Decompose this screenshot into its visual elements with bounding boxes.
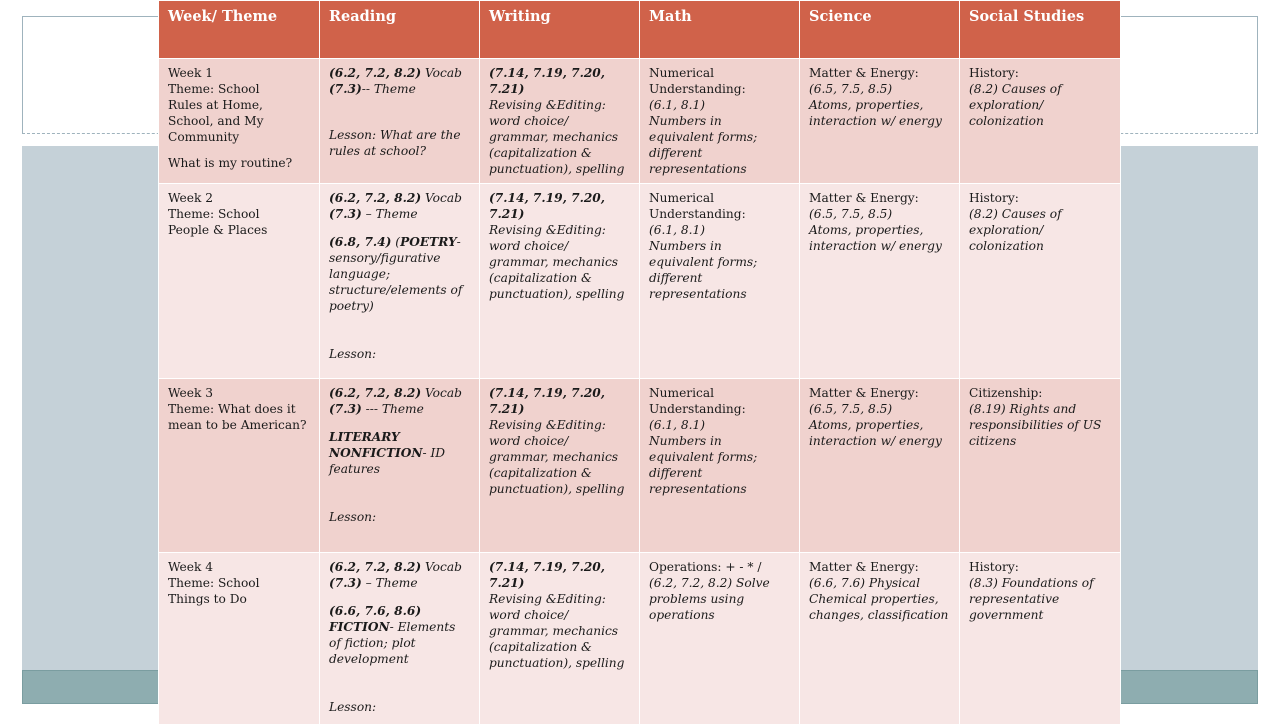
social-topic: History: (969, 191, 1019, 205)
table-row-week-1 (159, 59, 1121, 184)
math-cell (640, 184, 800, 379)
social-studies-cell (960, 59, 1121, 184)
math-topic: Numerical Understanding: (649, 191, 746, 221)
header-math: Math (640, 1, 800, 59)
writing-standard: (7.14, 7.19, 7.20, 7.21) (489, 386, 606, 416)
header-week-theme: Week/ Theme (159, 1, 320, 59)
science-standard: (6.5, 7.5, 8.5) (809, 207, 893, 221)
science-cell (800, 379, 960, 553)
table-row-week-4 (159, 553, 1121, 725)
reading-lesson: Lesson: (329, 700, 377, 714)
week-label: Week 4 (168, 560, 213, 574)
social-topic: Citizenship: (969, 386, 1043, 400)
header-social-studies: Social Studies (960, 1, 1121, 59)
math-description: (6.2, 7.2, 8.2) Solve problems using operations (649, 576, 770, 622)
science-description: Atoms, properties, interaction w/ energy (809, 418, 942, 448)
week-theme-cell (159, 379, 320, 553)
math-topic: Numerical Understanding: (649, 66, 746, 96)
header-writing: Writing (480, 1, 640, 59)
table-row-week-3 (159, 379, 1121, 553)
science-topic: Matter & Energy: (809, 386, 919, 400)
science-cell (800, 553, 960, 725)
science-topic: Matter & Energy: (809, 66, 919, 80)
week-theme: Theme: School (168, 82, 260, 96)
reading-cell (320, 553, 480, 725)
reading-genre: FICTION (329, 620, 390, 634)
writing-standard: (7.14, 7.19, 7.20, 7.21) (489, 560, 606, 590)
table-row-week-2 (159, 184, 1121, 379)
math-topic: Operations: + - * / (649, 560, 762, 574)
math-standard: (6.1, 8.1) (649, 223, 706, 237)
math-cell (640, 379, 800, 553)
reading-genre-description: - Elements of fiction; plot development (329, 620, 456, 666)
science-description: (6.6, 7.6) Physical Chemical properties, changes, classification (809, 576, 949, 622)
reading-vocab: Vocab (421, 191, 462, 205)
writing-text: Revising &Editing: word choice/ grammar, mechanics (capitalization & punctuation), spelling (489, 223, 625, 301)
header-science: Science (800, 1, 960, 59)
writing-text: Revising &Editing: word choice/ grammar, mechanics (capitalization & punctuation), spelling (489, 418, 625, 496)
reading-vocab: Vocab (421, 386, 462, 400)
social-topic: History: (969, 560, 1019, 574)
math-description: Numbers in equivalent forms; different representations (649, 239, 758, 301)
reading-standard: (6.2, 7.2, 8.2) (329, 386, 422, 400)
math-cell (640, 59, 800, 184)
writing-cell (480, 184, 640, 379)
week-question: What is my routine? (168, 156, 293, 170)
reading-theme: -- Theme (361, 82, 416, 96)
reading-vocab: Vocab (421, 66, 462, 80)
week-label: Week 1 (168, 66, 213, 80)
science-standard: (6.5, 7.5, 8.5) (809, 82, 893, 96)
week-theme-cell (159, 59, 320, 184)
week-theme: Theme: School (168, 576, 260, 590)
social-studies-cell (960, 379, 1121, 553)
week-theme: Theme: What does it mean to be American? (168, 402, 307, 432)
week-theme-cell (159, 184, 320, 379)
reading-cell (320, 379, 480, 553)
social-description: (8.2) Causes of exploration/ colonization (969, 82, 1062, 128)
reading-standard: (6.2, 7.2, 8.2) (329, 191, 422, 205)
writing-cell (480, 379, 640, 553)
writing-standard: (7.14, 7.19, 7.20, 7.21) (489, 66, 606, 96)
reading-standard-2: (7.3) (329, 207, 362, 221)
week-label: Week 3 (168, 386, 213, 400)
social-studies-cell (960, 553, 1121, 725)
social-description: (8.3) Foundations of representative government (969, 576, 1094, 622)
week-subtheme: People & Places (168, 223, 268, 237)
writing-cell (480, 59, 640, 184)
reading-cell: (6.2, 7.2, 8.2) Vocab (7.3) – Theme (6.8, 7.4) (POETRY- sensory/figurative language; structure/elements of poetry) Lesson: (320, 184, 480, 379)
science-description: Atoms, properties, interaction w/ energy (809, 98, 942, 128)
math-cell (640, 553, 800, 725)
writing-standard: (7.14, 7.19, 7.20, 7.21) (489, 191, 606, 221)
science-topic: Matter & Energy: (809, 191, 919, 205)
science-cell (800, 59, 960, 184)
science-topic: Matter & Energy: (809, 560, 919, 574)
science-standard: (6.5, 7.5, 8.5) (809, 402, 893, 416)
reading-standard-3: (6.8, 7.4) (329, 235, 392, 249)
writing-cell (480, 553, 640, 725)
reading-genre-description: - sensory/figurative language; structure/elements of poetry) (329, 235, 463, 313)
science-cell (800, 184, 960, 379)
reading-theme: – Theme (361, 207, 418, 221)
reading-lesson: Lesson: What are the rules at school? (329, 128, 461, 158)
reading-standard-3: (6.6, 7.6, 8.6) (329, 604, 422, 618)
reading-theme: --- Theme (361, 402, 424, 416)
header-reading: Reading (320, 1, 480, 59)
social-description: (8.19) Rights and responsibilities of US citizens (969, 402, 1102, 448)
reading-standard: (6.2, 7.2, 8.2) (329, 66, 422, 80)
week-label: Week 2 (168, 191, 213, 205)
writing-text: Revising &Editing: word choice/ grammar, mechanics (capitalization & punctuation), spelling (489, 592, 625, 670)
reading-cell (320, 59, 480, 184)
math-description: Numbers in equivalent forms; different representations (649, 114, 758, 176)
reading-genre: LITERARY NONFICTION (329, 430, 423, 460)
math-standard: (6.1, 8.1) (649, 98, 706, 112)
header-row (159, 1, 1121, 59)
reading-lesson: Lesson: (329, 347, 377, 361)
week-theme: Theme: School (168, 207, 260, 221)
reading-genre-description: - ID features (329, 446, 446, 476)
math-standard: (6.1, 8.1) (649, 418, 706, 432)
math-description: Numbers in equivalent forms; different representations (649, 434, 758, 496)
math-topic: Numerical Understanding: (649, 386, 746, 416)
reading-theme: – Theme (361, 576, 418, 590)
reading-standard: (6.2, 7.2, 8.2) (329, 560, 422, 574)
curriculum-table (158, 0, 1121, 725)
week-subtheme: Things to Do (168, 592, 247, 606)
reading-genre: POETRY (400, 235, 457, 249)
reading-standard-2: (7.3) (329, 402, 362, 416)
reading-lesson: Lesson: (329, 510, 377, 524)
social-studies-cell (960, 184, 1121, 379)
science-description: Atoms, properties, interaction w/ energy (809, 223, 942, 253)
week-theme-cell (159, 553, 320, 725)
reading-standard-2: (7.3) (329, 576, 362, 590)
social-topic: History: (969, 66, 1019, 80)
week-subtheme: Rules at Home, School, and My Community (168, 98, 264, 144)
reading-vocab: Vocab (421, 560, 462, 574)
writing-text: Revising &Editing: word choice/ grammar, mechanics (capitalization & punctuation), spelling (489, 98, 625, 176)
social-description: (8.2) Causes of exploration/ colonization (969, 207, 1062, 253)
reading-standard-2: (7.3) (329, 82, 362, 96)
